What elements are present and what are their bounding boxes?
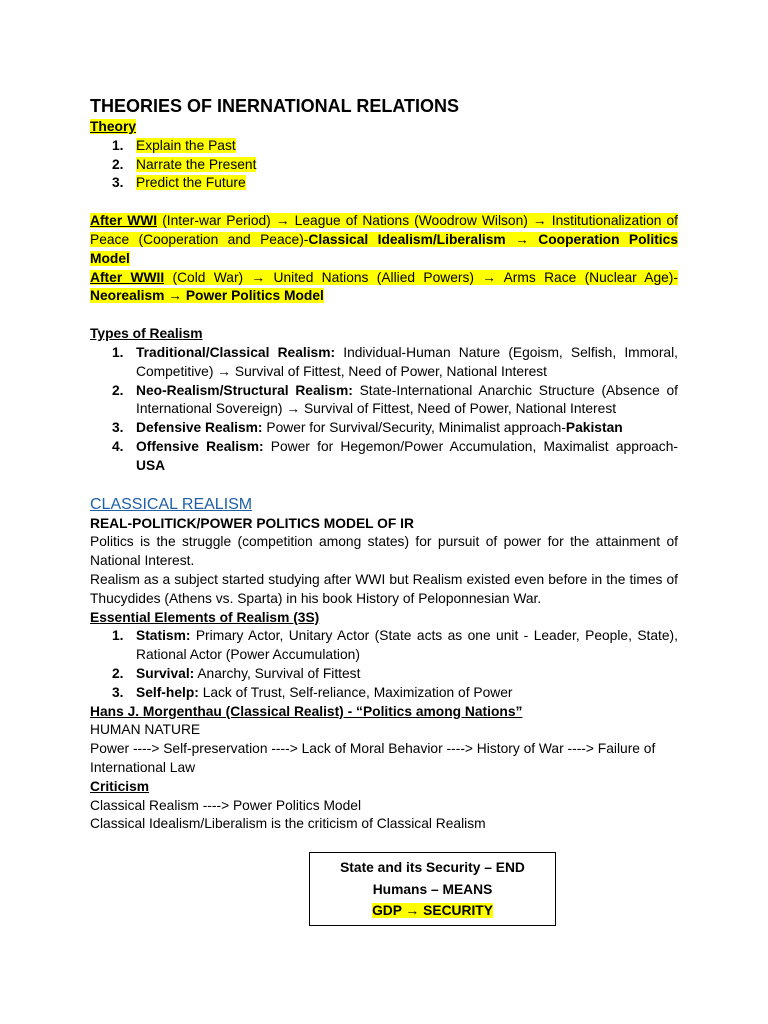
section-heading-classical-realism: CLASSICAL REALISM [90,495,253,513]
types-list [90,344,678,476]
paragraph: Politics is the struggle (competition among states) for pursuit of power for the attainment of National Interest. [90,534,678,569]
list-item: 2. Neo-Realism/Structural Realism: State-International Anarchic Structure (Absence of International Sovereign) → Survival of Fittest, Need of Power, National Interest [112,382,678,417]
theory-list [90,137,678,193]
list-item: 1. Statism: Primary Actor, Unitary Actor (State acts as one unit - Leader, People, State), Rational Actor (Power Accumulation) [112,628,678,663]
history-wwi: After WWI (Inter-war Period) → League of Nations (Woodrow Wilson) → Institutionalization of Peace (Cooperation and Peace)-Classical Idealism/Liberalism → Cooperation Politics Model [90,213,678,266]
criticism-line: Classical Realism ----> Power Politics Model [90,797,362,813]
morgenthau-heading: Hans J. Morgenthau (Classical Realist) - “Politics among Nations” [90,703,523,719]
criticism-line: Classical Idealism/Liberalism is the criticism of Classical Realism [90,816,486,832]
human-nature-label: HUMAN NATURE [90,722,201,738]
elements-heading: Essential Elements of Realism (3S) [90,609,320,625]
box-line: Humans – MEANS [372,881,493,897]
box-line: State and its Security – END [340,860,525,875]
list-item: 3. Predict the Future [112,175,246,191]
box-line: GDP → SECURITY [372,903,493,918]
list-item: 1. Traditional/Classical Realism: Individual-Human Nature (Egoism, Selfish, Immoral, Competitive) → Survival of Fittest, Need of Power, National Interest [112,344,678,379]
document-page [90,94,678,834]
elements-list [90,627,678,702]
list-item: 1. Explain the Past [112,137,236,153]
list-item: 3. Defensive Realism: Power for Survival/Security, Minimalist approach-Pakistan [112,420,623,436]
paragraph: Realism as a subject started studying after WWI but Realism existed even before in the times of Thucydides (Athens vs. Sparta) in his book History of Peloponnesian War. [90,571,678,606]
list-item: 3. Self-help: Lack of Trust, Self-reliance, Maximization of Power [112,684,513,700]
list-item: 2. Survival: Anarchy, Survival of Fittest [112,665,361,681]
history-wwii: After WWII (Cold War) → United Nations (Allied Powers) → Arms Race (Nuclear Age)-Neorealism → Power Politics Model [90,269,678,304]
list-item: 4. Offensive Realism: Power for Hegemon/Power Accumulation, Maximalist approach-USA [112,438,678,473]
theory-heading: Theory [90,119,136,134]
criticism-heading: Criticism [90,778,150,794]
list-item: 2. Narrate the Present [112,156,257,172]
causal-chain: Power ----> Self-preservation ----> Lack of Moral Behavior ----> History of War ----> Failure of International Law [90,741,656,775]
page-title: THEORIES OF INERNATIONAL RELATIONS [90,96,460,116]
types-heading: Types of Realism [90,326,203,342]
subheading: REAL-POLITICK/POWER POLITICS MODEL OF IR [90,515,414,531]
summary-box [309,852,556,926]
